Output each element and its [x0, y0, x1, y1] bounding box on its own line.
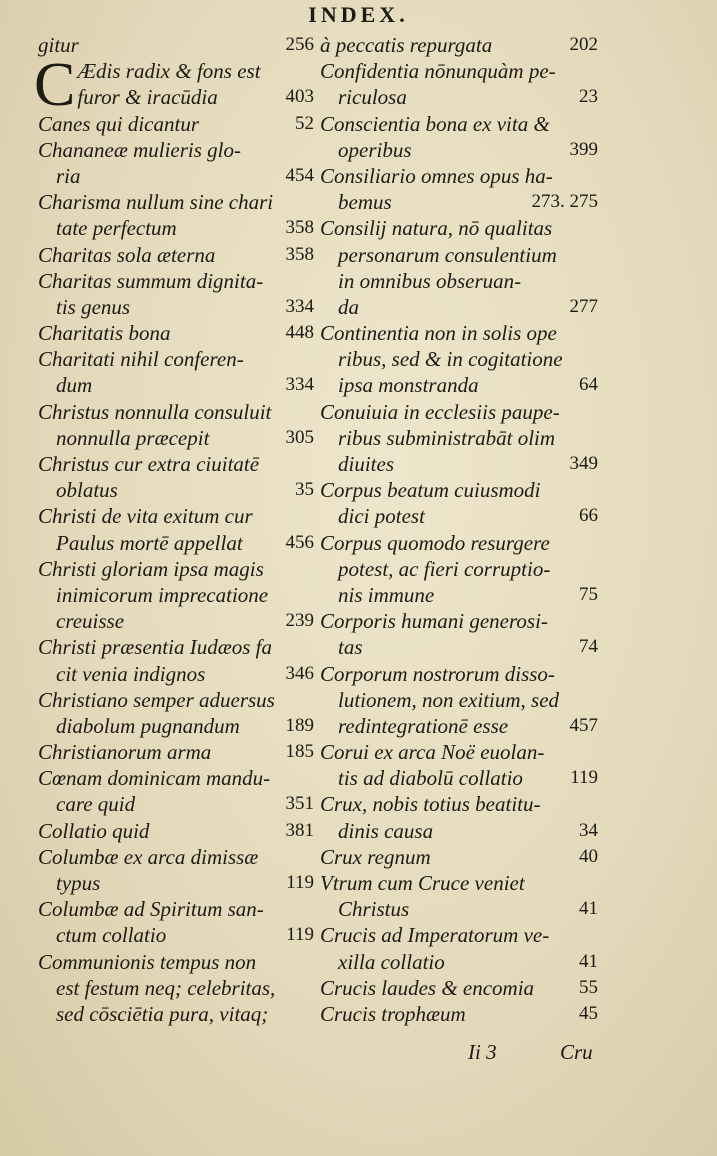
page-number: 202: [569, 34, 598, 55]
page-number: 456: [285, 531, 314, 553]
page-number: 189: [285, 714, 314, 736]
page-number: 351: [285, 793, 314, 815]
entry-text: Crucis ad Imperatorum ve-: [320, 923, 550, 948]
index-entry: [320, 975, 598, 1001]
entry-text: riculosa: [338, 85, 407, 110]
page-number: 457: [569, 714, 598, 736]
entry-text: Vtrum cum Cruce veniet: [320, 871, 525, 895]
page-number: 334: [285, 374, 314, 396]
catchword: Cru: [560, 1040, 593, 1064]
entry-text: Corpus quomodo resurgere: [320, 530, 550, 555]
index-entry: [320, 661, 598, 740]
index-entry: [320, 320, 598, 399]
entry-text: xilla collatio: [338, 949, 445, 974]
index-entry: [38, 818, 314, 844]
entry-text: nonnulla præcepit: [56, 425, 210, 450]
page-number: 41: [579, 898, 598, 920]
entry-text: Cœnam dominicam mandu-: [38, 766, 271, 791]
entry-text: diabolum pugnandum: [56, 713, 240, 738]
entry-text: Christus: [338, 897, 410, 922]
entry-text: Christi de vita exitum cur: [38, 504, 253, 529]
page-number: 239: [285, 610, 314, 632]
index-entry: [38, 320, 314, 346]
entry-text: Columbæ ad Spiritum san-: [38, 897, 264, 922]
page-number: 75: [579, 583, 598, 605]
index-entry: [38, 346, 314, 398]
page-number: 273. 275: [531, 191, 598, 213]
page-number: 41: [579, 950, 598, 972]
drop-capital: C: [34, 51, 76, 120]
entry-text: nis immune: [338, 582, 435, 607]
entry-text: Corporum nostrorum disso-: [320, 661, 555, 686]
entry-text: Charisma nullum sine chari: [38, 190, 274, 215]
page-number: 45: [579, 1002, 598, 1024]
index-entry: [320, 530, 598, 609]
entry-text: Columbæ ex arca dimissæ: [38, 844, 259, 869]
entry-text: furor & iracūdia: [77, 85, 218, 110]
index-entry: [38, 634, 314, 686]
page-number: 55: [579, 976, 598, 998]
entry-text: Conscientia bona ex vita &: [320, 111, 550, 136]
index-entry: [320, 922, 598, 974]
entry-text: ribus subministrabāt olim: [338, 425, 556, 450]
entry-text: Ædis radix & fons est: [77, 59, 261, 84]
index-entry: [38, 242, 314, 268]
entry-text: ipsa monstranda: [338, 373, 479, 398]
entry-text: Crucis laudes & encomia: [320, 975, 535, 1000]
index-entry: [38, 949, 314, 1028]
entry-text: tis genus: [56, 294, 131, 319]
index-entry: [320, 870, 598, 922]
page-number: 119: [286, 924, 314, 946]
index-entry: [38, 556, 314, 635]
entry-text: Crux, nobis totius beatitu-: [320, 792, 541, 817]
entry-text: Christianorum arma: [38, 740, 212, 765]
entry-text: inimicorum imprecatione: [56, 582, 269, 607]
index-entry: [320, 844, 598, 870]
page-number: 119: [570, 767, 598, 789]
index-entry: [320, 32, 598, 58]
entry-text: dici potest: [338, 504, 425, 529]
entry-text: ria: [56, 163, 81, 188]
index-entry: [320, 399, 598, 478]
index-entry: [320, 739, 598, 791]
index-entry: [38, 451, 314, 503]
page-number: 74: [579, 636, 598, 658]
entry-text: cit venia indignos: [56, 661, 206, 686]
index-entry: [38, 896, 314, 948]
page-number: 403: [285, 86, 314, 108]
entry-text: à peccatis repurgata: [320, 33, 493, 57]
entry-text: lutionem, non exitium, sed: [338, 687, 560, 712]
entry-text: Continentia non in solis ope: [320, 321, 557, 346]
page-number: 185: [285, 741, 314, 763]
index-entry: [320, 111, 598, 163]
page-number: 346: [285, 662, 314, 684]
entry-text: ribus, sed & in cogitatione: [338, 347, 563, 372]
index-entry: [320, 215, 598, 320]
entry-text: tas: [338, 635, 363, 660]
entry-text: Crucis trophæum: [320, 1001, 466, 1026]
page-number: 454: [285, 164, 314, 186]
entry-text: Collatio quid: [38, 818, 150, 843]
page-number: 35: [295, 479, 314, 501]
index-entry: [38, 137, 314, 189]
page-number: 66: [579, 505, 598, 527]
entry-text: da: [338, 294, 359, 319]
entry-text: Communionis tempus non: [38, 949, 257, 974]
entry-text: personarum consulentium: [338, 242, 557, 267]
entry-text: Conuiuia in ecclesiis paupe-: [320, 399, 560, 424]
entry-text: ctum collatio: [56, 923, 167, 948]
index-column-right: [320, 32, 598, 1027]
entry-text: tis ad diabolū collatio: [338, 766, 523, 791]
page-number: 277: [569, 295, 598, 317]
entry-text: Paulus mortē appellat: [56, 530, 243, 555]
entry-text: typus: [56, 871, 101, 895]
index-entry: [38, 111, 314, 137]
entry-text: diuites: [338, 452, 394, 476]
index-entry: [38, 268, 314, 320]
index-entry: [34, 51, 314, 120]
index-entry: [320, 477, 598, 529]
entry-text: Charitatis bona: [38, 321, 171, 346]
index-column-left: [34, 32, 314, 1027]
entry-text: potest, ac fieri corruptio-: [338, 556, 551, 581]
index-entry: [320, 791, 598, 843]
entry-text: operibus: [338, 137, 412, 162]
entry-text: Christiano semper aduersus: [38, 687, 275, 712]
entry-text: Charitas sola æterna: [38, 242, 216, 267]
index-entry: [38, 687, 314, 739]
page-number: 381: [285, 819, 314, 841]
index-entry: [38, 399, 314, 451]
entry-text: oblatus: [56, 478, 118, 503]
page-number: 334: [285, 295, 314, 317]
index-entry: [38, 189, 314, 241]
entry-text: Christi gloriam ipsa magis: [38, 556, 264, 581]
page-number: 119: [286, 872, 314, 893]
page-number: 52: [295, 112, 314, 134]
index-entry: [38, 765, 314, 817]
index-entry: [38, 844, 314, 896]
entry-text: dum: [56, 373, 93, 398]
entry-text: redintegrationē esse: [338, 713, 509, 738]
entry-text: Christus cur extra ciuitatē: [38, 452, 260, 476]
index-entry: [38, 503, 314, 555]
entry-text: sed cōsciētia pura, vitaq;: [56, 1001, 269, 1026]
entry-text: Chananeæ mulieris glo-: [38, 137, 241, 162]
entry-text: Christi præsentia Iudæos fa: [38, 635, 272, 660]
entry-text: bemus: [338, 190, 392, 215]
page-number: 305: [285, 426, 314, 448]
entry-text: care quid: [56, 792, 136, 817]
page-number: 256: [285, 34, 314, 55]
page-number: 358: [285, 243, 314, 265]
entry-text: creuisse: [56, 609, 125, 634]
page-number: 23: [579, 86, 598, 108]
page-number: 40: [579, 845, 598, 867]
entry-text: Charitas summum dignita-: [38, 268, 264, 293]
entry-text: in omnibus obseruan-: [338, 268, 522, 293]
page-number: 358: [285, 217, 314, 239]
index-entry: [320, 58, 598, 110]
entry-text: gitur: [38, 33, 79, 57]
entry-text: Confidentia nōnunquàm pe-: [320, 59, 556, 84]
signature-mark: Ii 3: [468, 1040, 497, 1064]
entry-text: Canes qui dicantur: [38, 111, 199, 136]
entry-text: Corpus beatum cuiusmodi: [320, 478, 541, 503]
entry-text: Christus nonnulla consuluit: [38, 399, 272, 424]
index-entry: [320, 163, 598, 215]
page-number: 399: [569, 138, 598, 160]
entry-text: dinis causa: [338, 818, 434, 843]
index-entry: [38, 739, 314, 765]
page-number: 64: [579, 374, 598, 396]
entry-text: Crux regnum: [320, 844, 431, 869]
entry-text: Consiliario omnes opus ha-: [320, 163, 553, 188]
entry-text: Consilij natura, nō qualitas: [320, 216, 553, 241]
entry-text: tate perfectum: [56, 216, 177, 241]
page-number: 448: [285, 322, 314, 344]
entry-text: Corporis humani generosi-: [320, 609, 548, 634]
index-entry: [320, 608, 598, 660]
entry-text: est festum neq; celebritas,: [56, 975, 276, 1000]
page-number: 34: [579, 819, 598, 841]
index-entry: [38, 32, 314, 58]
entry-text: Charitati nihil conferen-: [38, 347, 244, 372]
page-number: 349: [569, 453, 598, 474]
running-header: INDEX.: [308, 2, 409, 27]
index-entry: [320, 1001, 598, 1027]
entry-text: Corui ex arca Noë euolan-: [320, 740, 545, 765]
